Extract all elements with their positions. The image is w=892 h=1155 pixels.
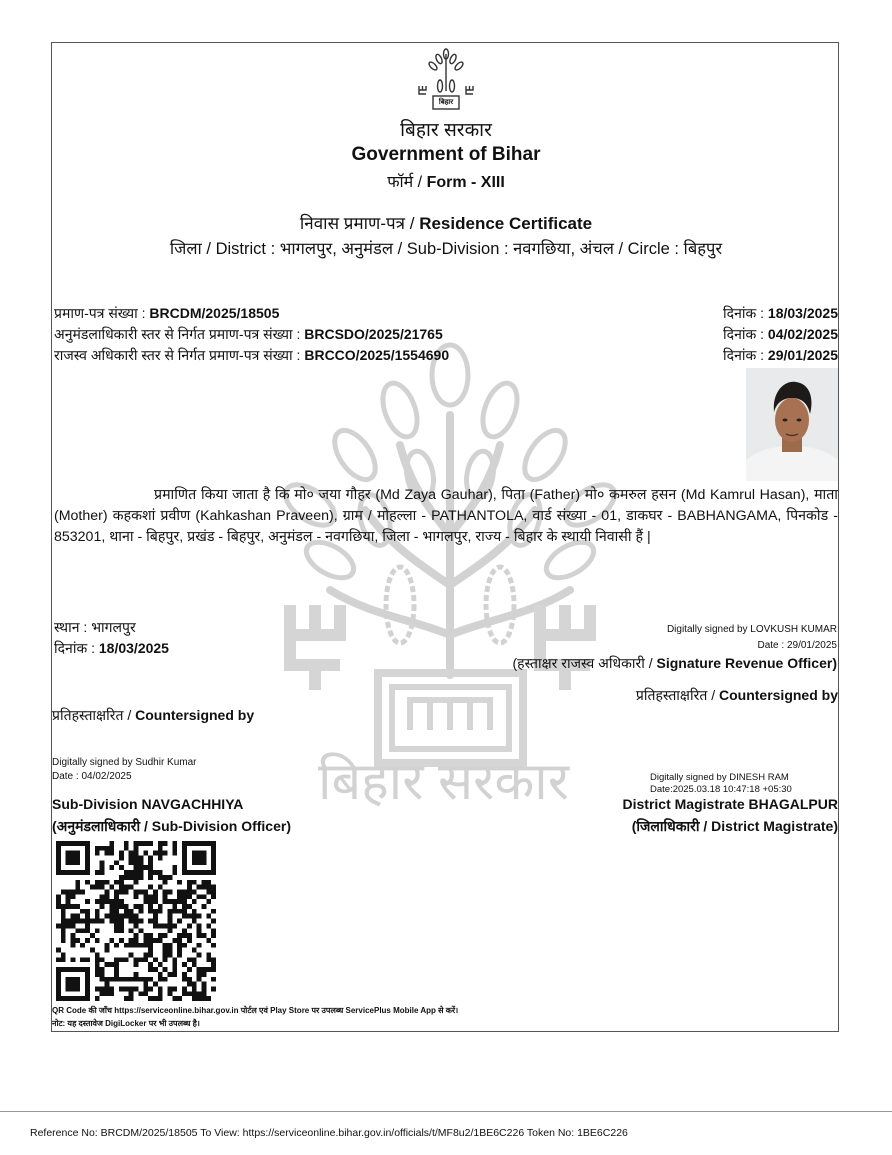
place — [54, 618, 136, 637]
applicant-photo — [746, 368, 838, 481]
revenue-certificate-number — [54, 346, 449, 365]
issue-date-value: 18/03/2025 — [98, 640, 169, 656]
issue-date — [54, 639, 169, 658]
sdo-title: (अनुमंडलाधिकारी / Sub-Division Officer) — [52, 818, 291, 834]
sdo-sign-date: Date : 04/02/2025 — [52, 771, 132, 782]
certificate-number — [54, 304, 279, 323]
countersigned-right — [500, 686, 838, 705]
certificate-number-label: प्रमाण-पत्र संख्या : — [54, 305, 150, 321]
bihar-emblem-watermark-icon — [270, 335, 630, 815]
district-line: जिला / District : भागलपुर, अनुमंडल / Sub-Division : नवगछिया, अंचल / Circle : बिहपुर — [169, 240, 723, 258]
certificate-date-label: दिनांक : — [723, 305, 768, 321]
dm-title: (जिलाधिकारी / District Magistrate) — [631, 818, 838, 834]
form-title — [0, 170, 892, 192]
certificate-date-value: 18/03/2025 — [767, 305, 838, 321]
countersigned-right-hindi: प्रतिहस्ताक्षरित / — [635, 687, 719, 703]
revenue-certificate-number-value: BRCCO/2025/1554690 — [304, 347, 450, 363]
certificate-body: प्रमाणित किया जाता है कि मो० जया गौहर (Md Zaya Gauhar), पिता (Father) मो० कमरुल हसन (Md Kamrul Hasan), माता (Mother) कहकशां प्रवीण (Kahkashan Praveen), ग्राम / मोहल्ला - PATHANTOLA, वार्ड संख्या - 01, डाकघर - BABHANGAMA, पिनकोड - 853201, थाना - बिहपुर, प्रखंड - बिहपुर, अनुमंडल - नवगछिया, जिला - भागलपुर, राज्य - बिहार के स्थायी निवासी हैं | — [54, 487, 838, 545]
countersigned-left-english: Countersigned by — [135, 707, 255, 723]
revenue-officer-title-hindi: (हस्ताक्षर राजस्व अधिकारी / — [512, 655, 657, 671]
revenue-certificate-date — [600, 346, 838, 365]
qr-code-icon[interactable] — [56, 841, 216, 1001]
certificate-title-hindi: निवास प्रमाण-पत्र / — [299, 214, 420, 233]
revenue-officer-title — [400, 654, 837, 673]
sdo-certificate-date-value: 04/02/2025 — [767, 326, 838, 342]
applicant-photo-icon — [746, 368, 838, 481]
digilocker-note: नोट: यह दस्तावेज DigiLocker पर भी उपलब्ध है। — [52, 1019, 200, 1028]
revenue-certificate-date-value: 29/01/2025 — [767, 347, 838, 363]
issue-date-label: दिनांक : — [54, 640, 99, 656]
sdo-signed-by: Digitally signed by Sudhir Kumar — [52, 757, 197, 768]
certificate-title-english: Residence Certificate — [419, 214, 593, 233]
state-title-hindi: बिहार सरकार — [400, 120, 492, 141]
place-label: स्थान : — [54, 619, 92, 635]
sdo-certificate-number — [54, 325, 443, 344]
revenue-officer-sign-date: Date : 29/01/2025 — [757, 640, 837, 651]
dm-sign-date: Date:2025.03.18 10:47:18 +05:30 — [650, 784, 792, 795]
certificate-number-value: BRCDM/2025/18505 — [149, 305, 280, 321]
certificate-date — [600, 304, 838, 323]
revenue-certificate-number-label: राजस्व अधिकारी स्तर से निर्गत प्रमाण-पत्र संख्या : — [54, 347, 305, 363]
government-title: Government of Bihar — [351, 144, 541, 165]
footer-reference[interactable]: Reference No: BRCDM/2025/18505 To View: https://serviceonline.bihar.gov.in/officials/t/MF8u2/1BE6C226 Token No: 1BE6C226 — [30, 1127, 628, 1139]
footer-divider — [0, 1111, 892, 1112]
revenue-officer-signed-by: Digitally signed by LOVKUSH KUMAR — [666, 624, 837, 635]
place-value: भागलपुर — [91, 619, 136, 635]
revenue-certificate-date-label: दिनांक : — [723, 347, 768, 363]
emblem-caption: बिहार — [438, 99, 454, 106]
countersigned-left-hindi: प्रतिहस्ताक्षरित / — [52, 707, 136, 723]
dm-signed-by: Digitally signed by DINESH RAM — [650, 772, 789, 783]
qr-verification-note: QR Code की जाँच https://serviceonline.bihar.gov.in पोर्टल एवं Play Store पर उपलब्ध ServicePlus Mobile App से करें। — [52, 1006, 459, 1015]
form-title-hindi: फॉर्म / — [387, 174, 427, 191]
revenue-officer-title-english: Signature Revenue Officer) — [656, 655, 837, 671]
countersigned-left — [52, 706, 254, 725]
sdo-certificate-date-label: दिनांक : — [723, 326, 768, 342]
sdo-certificate-date — [600, 325, 838, 344]
countersigned-right-english: Countersigned by — [718, 687, 838, 703]
form-title-english: Form - XIII — [426, 174, 505, 191]
sdo-office: Sub-Division NAVGACHHIYA — [52, 796, 244, 812]
watermark-caption: बिहार सरकार — [318, 753, 570, 811]
certificate-title — [0, 211, 892, 234]
sdo-certificate-number-label: अनुमंडलाधिकारी स्तर से निर्गत प्रमाण-पत्र संख्या : — [54, 326, 305, 342]
sdo-certificate-number-value: BRCSDO/2025/21765 — [304, 326, 443, 342]
dm-office: District Magistrate BHAGALPUR — [622, 796, 838, 812]
